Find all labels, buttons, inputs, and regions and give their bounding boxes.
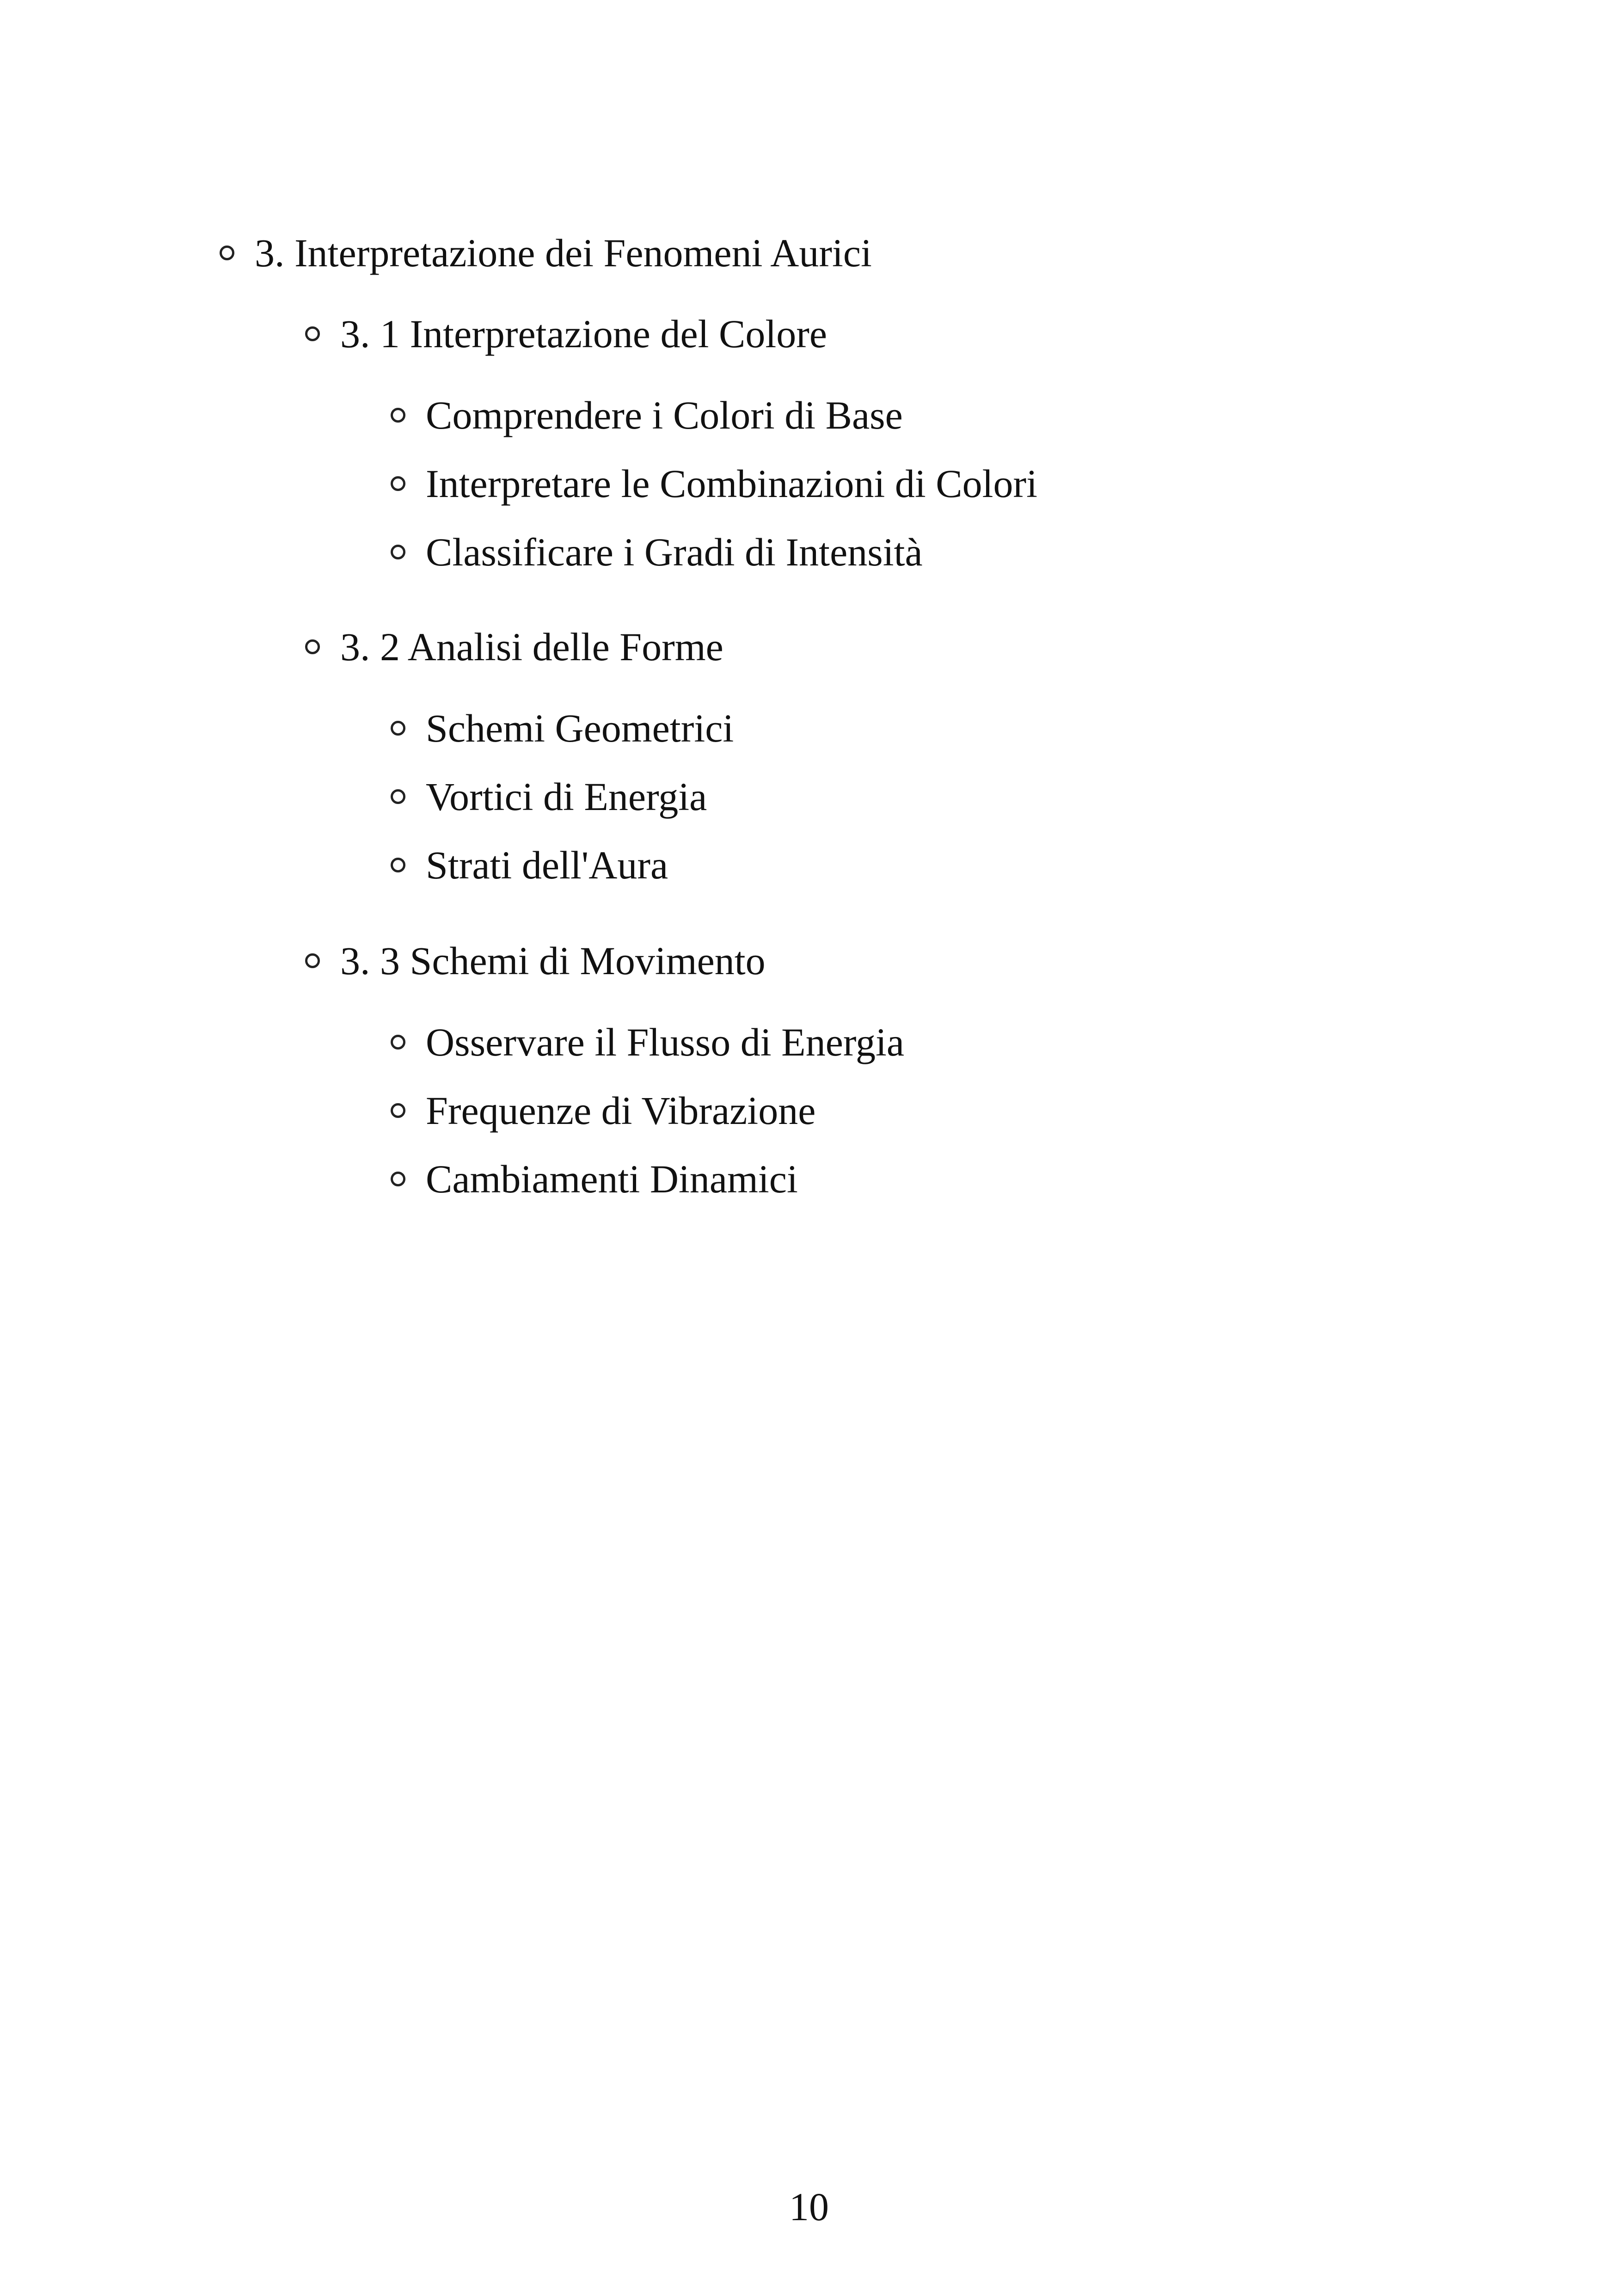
outline-section-3-1 bbox=[305, 314, 827, 354]
outline-item-text: Osservare il Flusso di Energia bbox=[426, 1020, 905, 1064]
hollow-circle-bullet-icon bbox=[220, 246, 234, 260]
hollow-circle-bullet-icon bbox=[391, 1172, 405, 1186]
hollow-circle-bullet-icon bbox=[305, 639, 320, 654]
outline-item-text: Cambiamenti Dinamici bbox=[426, 1157, 798, 1201]
hollow-circle-bullet-icon bbox=[391, 545, 405, 559]
outline-item-text: Vortici di Energia bbox=[426, 774, 707, 819]
outline-item-text: Schemi Geometrici bbox=[426, 706, 734, 750]
outline-item-level3 bbox=[391, 461, 1038, 506]
outline-item-text: 3. 2 Analisi delle Forme bbox=[340, 625, 723, 669]
hollow-circle-bullet-icon bbox=[305, 953, 320, 968]
outline-item-level3 bbox=[391, 532, 923, 572]
outline-item-level3 bbox=[391, 395, 903, 435]
hollow-circle-bullet-icon bbox=[391, 789, 405, 804]
outline-item-text: Comprendere i Colori di Base bbox=[426, 393, 903, 437]
hollow-circle-bullet-icon bbox=[391, 476, 405, 491]
outline-item-level3 bbox=[391, 708, 734, 748]
outline-item-level3 bbox=[391, 1088, 816, 1133]
hollow-circle-bullet-icon bbox=[391, 721, 405, 736]
outline-item-level1 bbox=[220, 233, 872, 273]
hollow-circle-bullet-icon bbox=[305, 326, 320, 341]
outline-item-level3 bbox=[391, 845, 668, 885]
outline-item-text: 3. 3 Schemi di Movimento bbox=[340, 939, 766, 983]
hollow-circle-bullet-icon bbox=[391, 408, 405, 423]
outline-item-text: 3. Interpretazione dei Fenomeni Aurici bbox=[255, 231, 872, 275]
outline-section-3-3 bbox=[305, 941, 766, 981]
hollow-circle-bullet-icon bbox=[391, 1035, 405, 1050]
outline-item-text: 3. 1 Interpretazione del Colore bbox=[340, 312, 827, 356]
outline-item-text: Interpretare le Combinazioni di Colori bbox=[426, 461, 1038, 506]
outline-item-level3 bbox=[391, 1159, 798, 1199]
hollow-circle-bullet-icon bbox=[391, 1103, 405, 1118]
hollow-circle-bullet-icon bbox=[391, 858, 405, 872]
outline-item-level3 bbox=[391, 774, 707, 819]
outline-item-level3 bbox=[391, 1022, 904, 1062]
outline-item-text: Classificare i Gradi di Intensità bbox=[426, 530, 923, 574]
outline-item-text: Frequenze di Vibrazione bbox=[426, 1088, 816, 1133]
outline-section-3-2 bbox=[305, 627, 723, 667]
page-number: 10 bbox=[789, 2185, 829, 2229]
outline-item-text: Strati dell'Aura bbox=[426, 843, 668, 887]
